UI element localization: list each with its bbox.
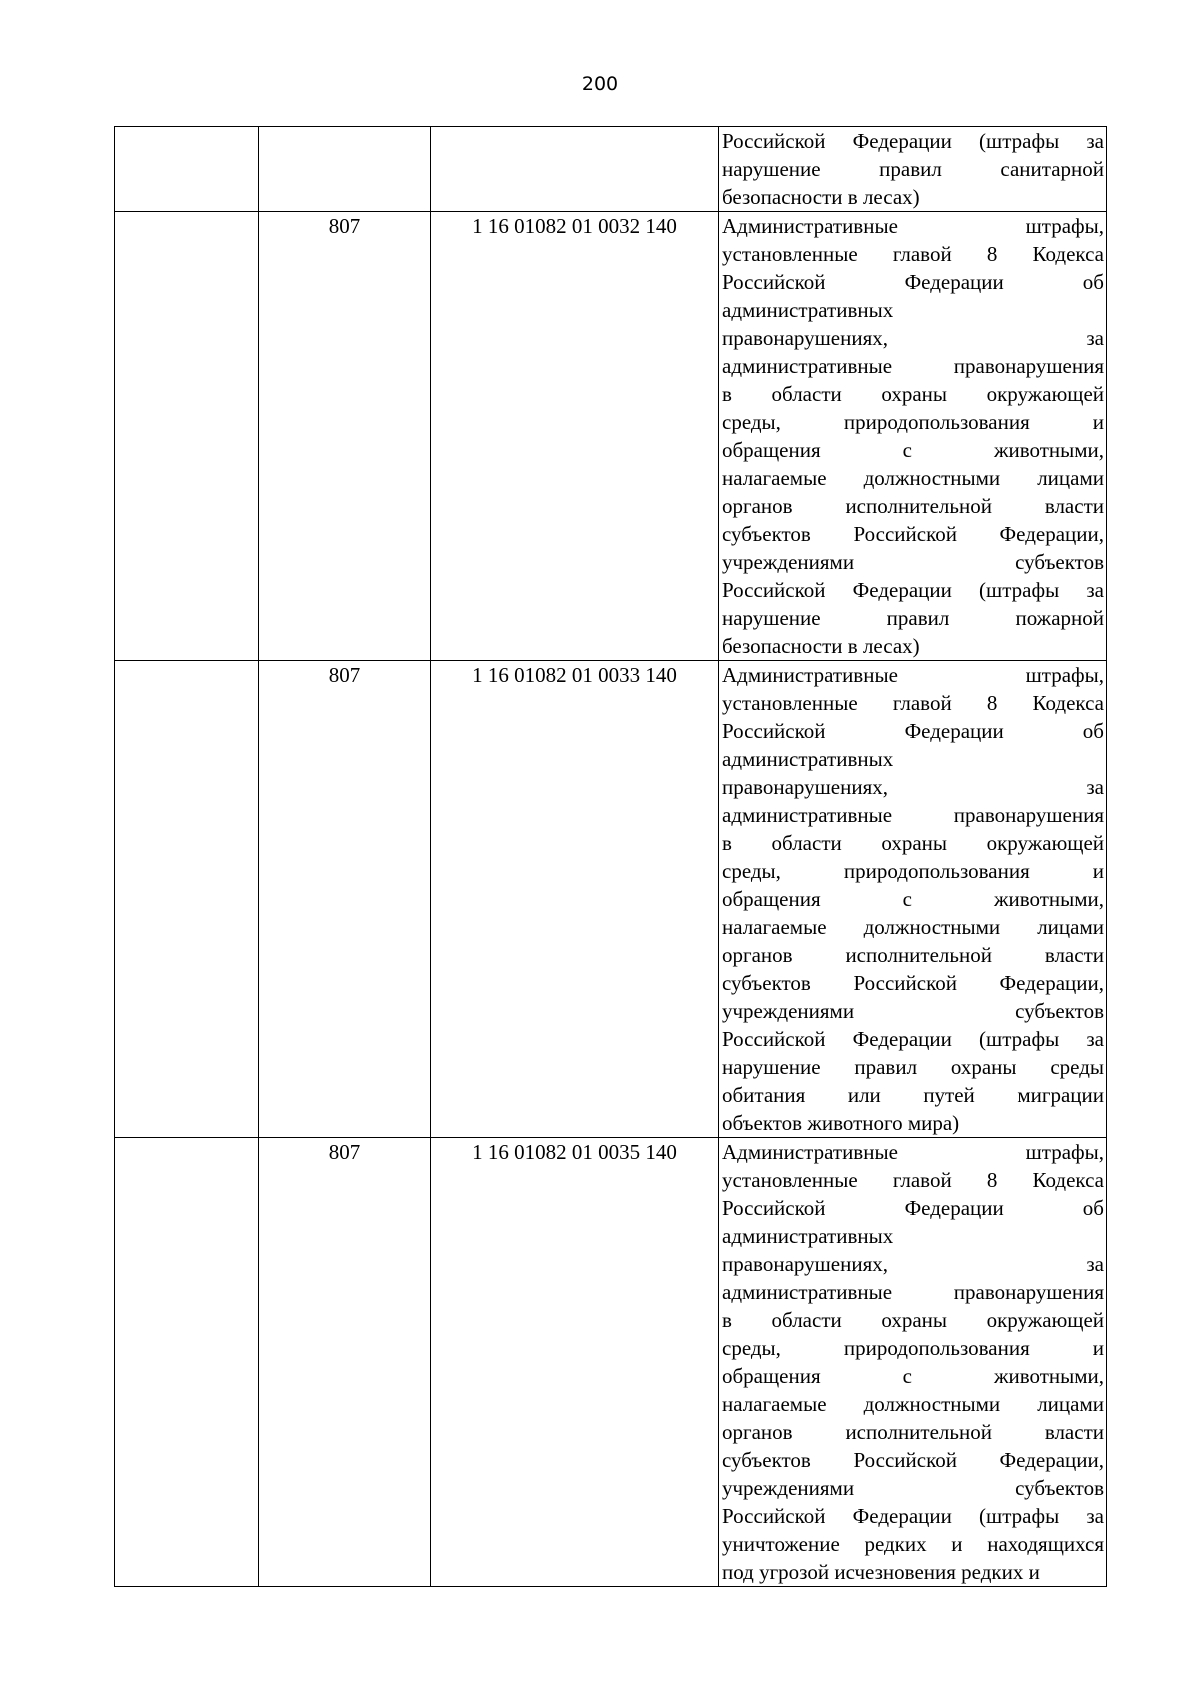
description-line: административных [722, 298, 894, 322]
description-line: в области охраны окружающей [722, 382, 1104, 406]
description-line: Российской Федерации об [722, 270, 1104, 294]
description-line: среды, природопользования и [722, 859, 1104, 883]
description-line: административных [722, 747, 894, 771]
kbk-code-cell [431, 127, 719, 212]
revenue-codes-table [114, 126, 1107, 1587]
description-line: административных [722, 1224, 894, 1248]
description-cell [719, 1138, 1107, 1587]
description-line: органов исполнительной власти [722, 943, 1104, 967]
description-line: Российской Федерации (штрафы за [722, 578, 1104, 602]
description-line: административные правонарушения [722, 803, 1104, 827]
table-body [115, 127, 1107, 1587]
description-line: уничтожение редких и находящихся [722, 1532, 1104, 1556]
description-line: установленные главой 8 Кодекса [722, 242, 1104, 266]
description-line: органов исполнительной власти [722, 1420, 1104, 1444]
description-line: обращения с животными, [722, 887, 1104, 911]
description-line: объектов животного мира) [722, 1111, 960, 1135]
description-line: субъектов Российской Федерации, [722, 971, 1104, 995]
description-line: под угрозой исчезновения редких и [722, 1560, 1040, 1584]
description-line: налагаемые должностными лицами [722, 1392, 1104, 1416]
description-line: нарушение правил охраны среды [722, 1055, 1104, 1079]
admin-code-cell: 807 [259, 212, 431, 661]
empty-cell [115, 661, 259, 1138]
description-line: обращения с животными, [722, 438, 1104, 462]
admin-code-cell [259, 127, 431, 212]
description-line: Российской Федерации об [722, 1196, 1104, 1220]
description-line: нарушение правил санитарной [722, 157, 1104, 181]
description-line: органов исполнительной власти [722, 494, 1104, 518]
description-line: налагаемые должностными лицами [722, 915, 1104, 939]
page-number: 200 [581, 73, 619, 95]
description-line: Российской Федерации (штрафы за [722, 1027, 1104, 1051]
description-line: административные правонарушения [722, 354, 1104, 378]
description-line: Российской Федерации (штрафы за [722, 129, 1104, 153]
description-cell [719, 212, 1107, 661]
description-line: обитания или путей миграции [722, 1083, 1104, 1107]
description-line: среды, природопользования и [722, 410, 1104, 434]
description-line: учреждениями субъектов [722, 999, 1104, 1023]
kbk-code-cell: 1 16 01082 01 0033 140 [431, 661, 719, 1138]
admin-code-cell: 807 [259, 1138, 431, 1587]
description-line: учреждениями субъектов [722, 550, 1104, 574]
description-line: в области охраны окружающей [722, 1308, 1104, 1332]
admin-code-cell: 807 [259, 661, 431, 1138]
description-line: нарушение правил пожарной [722, 606, 1104, 630]
kbk-code-cell: 1 16 01082 01 0032 140 [431, 212, 719, 661]
description-line: Административные штрафы, [722, 1140, 1104, 1164]
description-line: Административные штрафы, [722, 214, 1104, 238]
description-line: Российской Федерации (штрафы за [722, 1504, 1104, 1528]
kbk-code-cell: 1 16 01082 01 0035 140 [431, 1138, 719, 1587]
description-line: правонарушениях, за [722, 775, 1104, 799]
table-row [115, 1138, 1107, 1587]
empty-cell [115, 127, 259, 212]
description-line: установленные главой 8 Кодекса [722, 691, 1104, 715]
table-row [115, 212, 1107, 661]
description-line: налагаемые должностными лицами [722, 466, 1104, 490]
description-line: административные правонарушения [722, 1280, 1104, 1304]
description-line: установленные главой 8 Кодекса [722, 1168, 1104, 1192]
description-line: безопасности в лесах) [722, 634, 920, 658]
table-row [115, 127, 1107, 212]
description-line: Административные штрафы, [722, 663, 1104, 687]
empty-cell [115, 1138, 259, 1587]
description-line: учреждениями субъектов [722, 1476, 1104, 1500]
description-line: среды, природопользования и [722, 1336, 1104, 1360]
description-line: обращения с животными, [722, 1364, 1104, 1388]
empty-cell [115, 212, 259, 661]
description-line: правонарушениях, за [722, 1252, 1104, 1276]
description-line: безопасности в лесах) [722, 185, 920, 209]
table-row [115, 661, 1107, 1138]
description-cell [719, 661, 1107, 1138]
description-line: субъектов Российской Федерации, [722, 522, 1104, 546]
description-line: правонарушениях, за [722, 326, 1104, 350]
description-line: субъектов Российской Федерации, [722, 1448, 1104, 1472]
description-cell [719, 127, 1107, 212]
description-line: Российской Федерации об [722, 719, 1104, 743]
description-line: в области охраны окружающей [722, 831, 1104, 855]
